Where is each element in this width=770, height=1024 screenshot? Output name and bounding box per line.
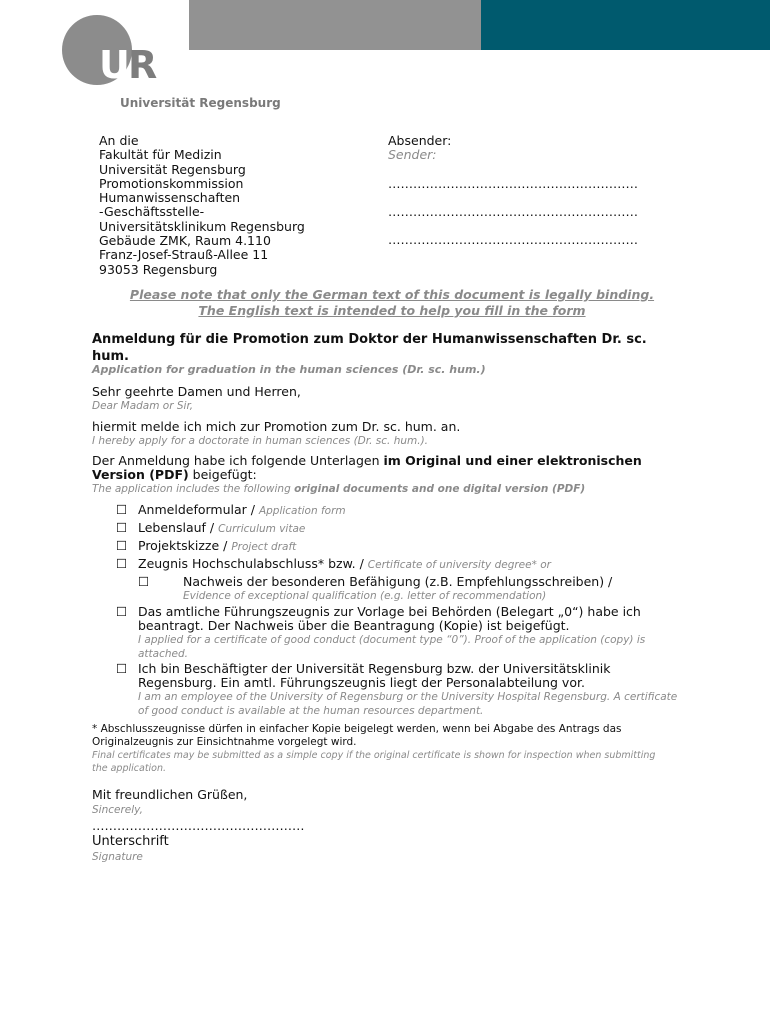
address-line: Franz-Josef-Strauß-Allee 11 bbox=[99, 247, 269, 263]
salutation-de: Sehr geehrte Damen und Herren, bbox=[92, 384, 301, 399]
checkbox[interactable]: ☐ bbox=[116, 502, 128, 517]
address-line: -Geschäftsstelle- bbox=[99, 204, 205, 220]
sender-line-3[interactable]: …………………………………………………… bbox=[388, 232, 638, 248]
checkbox[interactable]: ☐ bbox=[116, 604, 128, 619]
address-line: Humanwissenschaften bbox=[99, 190, 241, 206]
legal-notice-line-2: The English text is intended to help you fill in the form bbox=[198, 303, 586, 318]
university-logo-letter-u: U bbox=[99, 43, 130, 87]
header-gray-bar bbox=[189, 0, 481, 50]
signature-line[interactable]: …………………………………………… bbox=[92, 818, 305, 833]
address-line: Universität Regensburg bbox=[99, 161, 246, 177]
sender-label: Absender: bbox=[388, 133, 452, 148]
apply-en: I hereby apply for a doctorate in human sciences (Dr. sc. hum.). bbox=[92, 435, 429, 447]
legal-notice bbox=[92, 287, 692, 319]
closing-greeting-en: Sincerely, bbox=[92, 804, 143, 816]
checkbox[interactable]: ☐ bbox=[116, 538, 128, 553]
address-line: An die bbox=[99, 133, 139, 148]
checkbox[interactable]: ☐ bbox=[116, 556, 128, 571]
legal-notice-line-1: Please note that only the German text of this document is legally binding. bbox=[129, 287, 655, 302]
checkbox[interactable]: ☐ bbox=[116, 661, 128, 676]
apply-de: hiermit melde ich mich zur Promotion zum Dr. sc. hum. an. bbox=[92, 419, 461, 434]
footnote-en: Final certificates may be submitted as a simple copy if the original certificate is shown for inspection when submitting the application. bbox=[92, 750, 656, 774]
footnote-de: * Abschlusszeugnisse dürfen in einfacher Kopie beigelegt werden, wenn bei Abgabe des Antrags das Originalzeugnis zur Einsichtnahme vorgelegt wird. bbox=[92, 723, 622, 748]
salutation-en: Dear Madam or Sir, bbox=[92, 400, 194, 412]
address-line: Universitätsklinikum Regensburg bbox=[99, 218, 305, 234]
address-line: Fakultät für Medizin bbox=[99, 147, 222, 163]
apply-statement bbox=[92, 420, 460, 448]
sender-line-2[interactable]: …………………………………………………… bbox=[388, 203, 638, 219]
checkbox[interactable]: ☐ bbox=[116, 520, 128, 535]
address-line: 93053 Regensburg bbox=[99, 261, 218, 277]
checkbox[interactable]: ☐ bbox=[138, 574, 150, 589]
sender-line-1[interactable]: …………………………………………………… bbox=[388, 175, 638, 191]
signature-label: Unterschrift bbox=[92, 834, 169, 849]
document-title-en: Application for graduation in the human sciences (Dr. sc. hum.) bbox=[92, 363, 486, 376]
sender-label-en: Sender: bbox=[388, 147, 437, 163]
documents-intro bbox=[92, 454, 682, 496]
university-name: Universität Regensburg bbox=[120, 96, 281, 110]
document-title: Anmeldung für die Promotion zum Doktor der Humanwissenschaften Dr. sc. hum. bbox=[92, 332, 647, 364]
university-logo-letter-r: R bbox=[128, 43, 158, 87]
sender-block bbox=[388, 134, 638, 247]
documents-intro-de: Der Anmeldung habe ich folgende Unterlagen im Original und einer elektronischen Version (PDF) beigefügt: bbox=[92, 453, 642, 482]
footnote bbox=[92, 723, 672, 775]
documents-intro-en: The application includes the following original documents and one digital version (PDF) bbox=[92, 483, 586, 495]
header-teal-bar bbox=[481, 0, 770, 50]
salutation bbox=[92, 385, 301, 413]
address-line: Gebäude ZMK, Raum 4.110 bbox=[99, 233, 271, 249]
signature-label-en: Signature bbox=[92, 851, 143, 863]
closing-greeting: Mit freundlichen Grüßen, bbox=[92, 787, 248, 802]
recipient-address bbox=[99, 134, 305, 277]
address-line: Promotionskommission bbox=[99, 175, 244, 191]
